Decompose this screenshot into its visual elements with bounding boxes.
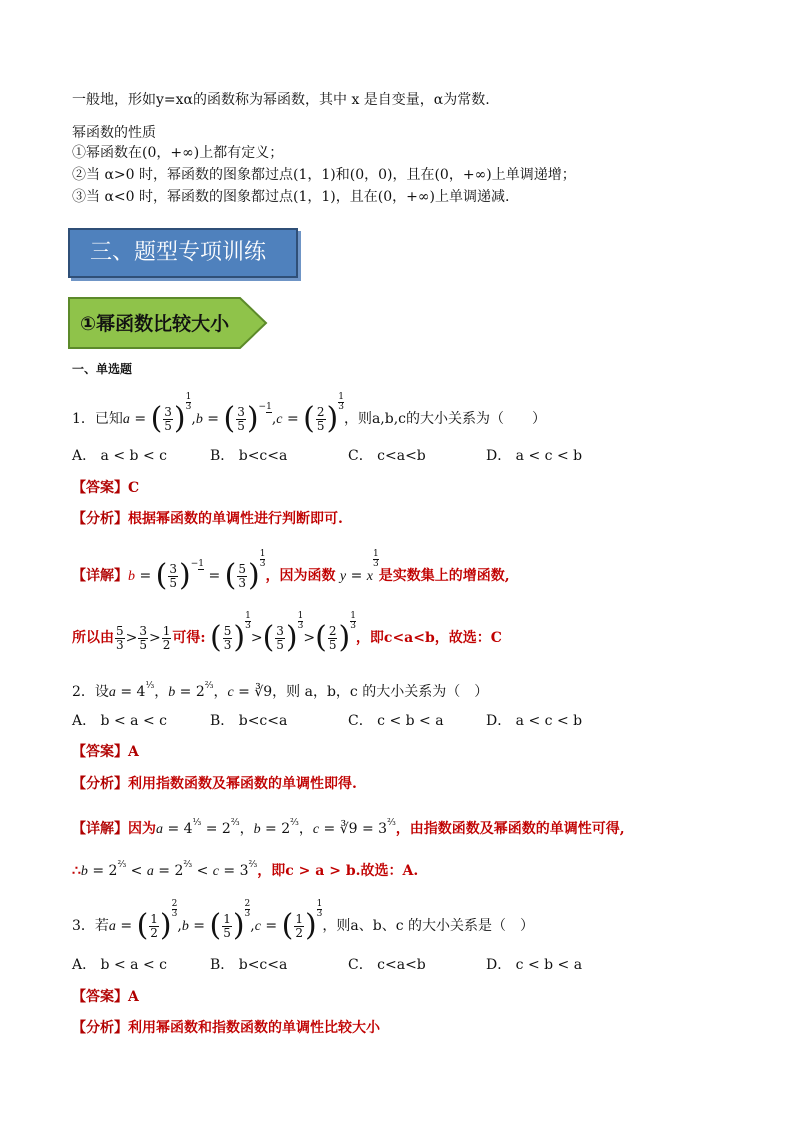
q1-option-c: C． c<a<b — [348, 448, 426, 464]
q1-stem: 1．已知a = ( $\frac{3}{5}$ ) $\frac{1}{3}$ ,b = ( $\frac{3}{5}$ )−1,c = ( $\frac{2}{5}$ ) $\frac{1}{3}$ ，则a,b,c的大小关系为（ ） — [72, 392, 547, 436]
q2-analysis: 【分析】利用指数函数及幂函数的单调性即得. — [72, 776, 357, 792]
q1-detail-line2: 所以由 $\frac{5}{3}$ > $\frac{3}{5}$ > $\frac{1}{2}$ 可得: ( $\frac{5}{3}$ ) $\frac{1}{3}$ >( $\frac{3}{5}$ ) $\frac{1}{3}$ >( $\frac{2}{5}$ ) $\frac{1}{3}$ ，即c<a<b，故选：C — [72, 611, 502, 655]
q2-answer: 【答案】A — [72, 744, 139, 760]
intro-definition: 一般地，形如y=xα的函数称为幂函数，其中 x 是自变量，α为常数. — [72, 92, 490, 108]
q2-option-d: D． a < c < b — [486, 713, 583, 729]
q2-detail-line2: ∴b = $2^{\frac{2}{3}} < a = 2^{\frac{2}{3}} < c = 3^{\frac{2}{3}}$，即c > a > b.故选：A. — [72, 860, 419, 879]
q3-answer: 【答案】A — [72, 989, 139, 1005]
property-2: ②当 α>0 时，幂函数的图象都过点(1，1)和(0，0)，且在(0，+∞)上单调递增； — [72, 167, 576, 183]
q3-option-b: B． b<c<a — [210, 957, 288, 973]
q1-answer: 【答案】C — [72, 480, 140, 496]
q1-option-b: B． b<c<a — [210, 448, 288, 464]
q3-stem: 3．若a = ( $\frac{1}{2}$ ) $\frac{2}{3}$ ,b = ( $\frac{1}{5}$ ) $\frac{2}{3}$ ,c = ( $\frac{1}{2}$ ) $\frac{1}{3}$ ，则a、b、c 的大小关系是（ ） — [72, 899, 535, 943]
q1-detail: 【详解】b = ( $\frac{3}{5}$ )−1 = ( $\frac{5}{3}$ ) $\frac{1}{3}$ ，因为函数 y = x $\frac{1}{3}$ 是实数集上的增函数, — [72, 549, 510, 593]
topic-banner: ①幂函数比较大小 — [80, 313, 230, 335]
q1-option-a: A． a < b < c — [72, 448, 167, 464]
property-1: ①幂函数在(0，+∞)上都有定义； — [72, 145, 284, 161]
subsection-title: 一、单选题 — [72, 362, 133, 376]
q3-option-d: D． c < b < a — [486, 957, 583, 973]
q2-stem: 2．设$a = 4^{\frac{1}{3}}$，$b = 2^{\frac{2}{3}}$，c = ∛9，则 a，b，c 的大小关系为（ ） — [72, 681, 489, 700]
q3-analysis: 【分析】利用幂函数和指数函数的单调性比较大小 — [72, 1020, 380, 1036]
q1-analysis: 【分析】根据幂函数的单调性进行判断即可. — [72, 511, 343, 527]
property-3: ③当 α<0 时，幂函数的图象都过点(1，1)，且在(0，+∞)上单调递减. — [72, 189, 510, 205]
q3-option-a: A． b < a < c — [72, 957, 167, 973]
q2-option-c: C． c < b < a — [348, 713, 444, 729]
properties-title: 幂函数的性质 — [72, 125, 156, 141]
section-banner: 三、题型专项训练 — [68, 228, 298, 278]
q3-option-c: C． c<a<b — [348, 957, 426, 973]
q2-detail: 【详解】因为$a = 4^{\frac{1}{3}} = 2^{\frac{2}{3}}$，$b = 2^{\frac{2}{3}}$，c = ∛9 = $3^{\frac{2}{3}}$，由指数函数及幂函数的单调性可得, — [72, 818, 625, 837]
q2-option-b: B． b<c<a — [210, 713, 288, 729]
q2-option-a: A． b < a < c — [72, 713, 167, 729]
q1-option-d: D． a < c < b — [486, 448, 583, 464]
